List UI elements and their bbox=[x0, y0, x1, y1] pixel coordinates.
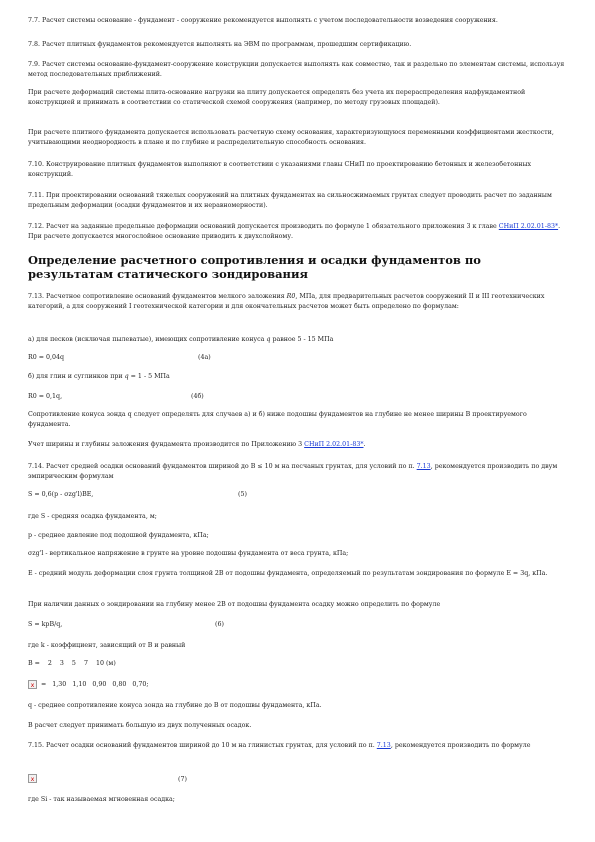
sigma-definition: σzg'l - вертикальное напряжение в грунте на уровне подошвы фундамента от веса грунта, кПа; bbox=[28, 550, 349, 557]
text: 7.15. Расчет осадки оснований фундаментов шириной до 10 м на глинистых грунтах, для условий по п. bbox=[28, 742, 377, 749]
paragraph-7-12-text: 7.12. Расчет на заданные предельные деформации оснований допускается производить по формуле 1 обязательного приложения 3 к главе bbox=[28, 223, 499, 230]
broken-image-icon: x bbox=[28, 774, 37, 783]
text: , рекомендуется производить по формуле bbox=[390, 742, 531, 749]
cone-resistance-note: Сопротивление конуса зонда q следует определять для случаев а) и б) ниже подошвы фундаментов на глубине не менее ширины B проектируемого фундамента. bbox=[28, 411, 527, 428]
clause-7-13-link[interactable]: 7.13 bbox=[416, 463, 431, 470]
e-definition: E - средний модуль деформации слоя грунта толщиной 2B от подошвы фундамента, определяемый по результатам зондирования по формуле E = 3q, кПа. bbox=[28, 570, 548, 577]
where-s: где S - средняя осадка фундамента, м; bbox=[28, 513, 157, 520]
width-depth-note bbox=[28, 440, 568, 450]
var-q: q bbox=[124, 373, 129, 380]
k-values: = 1,30 1,10 0,90 0,80 0,70; bbox=[41, 681, 149, 688]
paragraph-7-9-load: При расчете деформаций системы плита-основание нагрузки на плиту допускается определять без учета их перераспределения надфундаментной конструкцией и принимать в соответствии со статической схемой сооружения (например, по методу грузовых площадей). bbox=[28, 89, 526, 106]
paragraph-7-10: 7.10. Конструирование плитных фундаментов выполняют в соответствии с указаниями главы СНиП по проектированию бетонных и железобетонных конструкций. bbox=[28, 161, 532, 178]
formula-7-image bbox=[28, 774, 68, 784]
paragraph-7-7: 7.7. Расчет системы основание - фундамент - сооружение рекомендуется выполнять с учетом последовательности возведения сооружения. bbox=[28, 17, 498, 24]
snip-link[interactable]: СНиП 2.02.01-83* bbox=[498, 223, 559, 230]
paragraph-7-14 bbox=[28, 462, 568, 482]
si-definition: где Si - так называемая мгновенная осадка; bbox=[28, 796, 175, 803]
formula-6: S = kpB/q, bbox=[28, 621, 63, 628]
formula-4b-number: (4б) bbox=[191, 393, 204, 400]
q-definition: q - среднее сопротивление конуса зонда на глубине до B от подошвы фундамента, кПа. bbox=[28, 702, 322, 709]
text: Учет ширины и глубины заложения фундамента производится по Приложению 3 bbox=[28, 441, 305, 448]
formula-4a: R0 = 0,04q bbox=[28, 354, 65, 361]
text: . bbox=[363, 441, 366, 448]
text: равное 5 - 15 МПа bbox=[270, 336, 334, 343]
paragraph-7-8: 7.8. Расчет плитных фундаментов рекомендуется выполнять на ЭВМ по программам, прошедшим сертификацию. bbox=[28, 41, 412, 48]
var-q: q bbox=[266, 336, 271, 343]
take-larger-note: В расчет следует принимать большую из двух полученных осадок. bbox=[28, 722, 252, 729]
case-b bbox=[28, 372, 568, 382]
text: а) для песков (исключая пылеватые), имеющих сопротивление конуса bbox=[28, 336, 267, 343]
text: = 1 - 5 МПа bbox=[128, 373, 170, 380]
var-r0: R0 bbox=[286, 293, 296, 300]
text: 7.14. Расчет средней осадки оснований фундаментов шириной до B ≤ 10 м на песчаных грунтах, для условий по п. bbox=[28, 463, 417, 470]
text: б) для глин и суглинков при bbox=[28, 373, 125, 380]
paragraph-7-11: 7.11. При проектировании оснований тяжелых сооружений на плитных фундаментах на сильносжимаемых грунтах следует проводить расчет по заданным предельным деформации (осадки фундаментов и их неравномерности). bbox=[28, 192, 552, 209]
text: 7.13. Расчетное сопротивление оснований фундаментов мелкого заложения bbox=[28, 293, 287, 300]
text: , рекомендуется производить по двум эмпирическим формулам bbox=[28, 463, 558, 480]
snip-link[interactable]: СНиП 2.02.01-83* bbox=[304, 441, 364, 448]
k-values-row bbox=[28, 680, 568, 690]
text: , МПа, для предварительных расчетов сооружений II и III геотехнических категорий, а для сооружений I геотехнической категории и для окончательных расчетов может быть определено по формулам: bbox=[28, 293, 545, 310]
formula-4b: R0 = 0,1q, bbox=[28, 393, 63, 400]
p-definition: p - среднее давление под подошвой фундамента, кПа; bbox=[28, 532, 209, 539]
formula-7-number: (7) bbox=[178, 776, 187, 783]
paragraph-7-9: 7.9. Расчет системы основание-фундамент-сооружение конструкции допускается выполнять как совместно, так и раздельно по элементам системы, используя метод последовательных приближений. bbox=[28, 61, 565, 78]
paragraph-7-13 bbox=[28, 292, 568, 312]
paragraph-7-9-scheme: При расчете плитного фундамента допускается использовать расчетную схему основания, характеризующуюся переменными коэффициентами жесткости, учитывающими неоднородность в плане и по глубине и распределительную способность основания. bbox=[28, 129, 554, 146]
broken-image-icon: x bbox=[28, 680, 37, 689]
k-definition: где k - коэффициент, зависящий от B и равный bbox=[28, 642, 186, 649]
formula-5-number: (5) bbox=[238, 491, 247, 498]
paragraph-7-15 bbox=[28, 741, 568, 751]
formula-6-number: (6) bbox=[215, 621, 224, 628]
case-a bbox=[28, 335, 568, 345]
shallow-sounding-note: При наличии данных о зондировании на глубину менее 2B от подошвы фундамента осадку можно определить по формуле bbox=[28, 601, 441, 608]
section-heading: Определение расчетного сопротивления и осадки фундаментов по результатам статического зондирования bbox=[28, 253, 481, 281]
formula-4a-number: (4а) bbox=[198, 354, 211, 361]
b-values-row: B = 2 3 5 7 10 (м) bbox=[28, 660, 116, 667]
clause-7-13-link[interactable]: 7.13 bbox=[376, 742, 391, 749]
paragraph-7-12-text-end: . При расчете допускается многослойное основание приводить к двухслойному. bbox=[28, 223, 561, 240]
paragraph-7-12 bbox=[28, 222, 568, 242]
formula-5: S = 0,6(p - σzg'l)BE, bbox=[28, 491, 94, 498]
